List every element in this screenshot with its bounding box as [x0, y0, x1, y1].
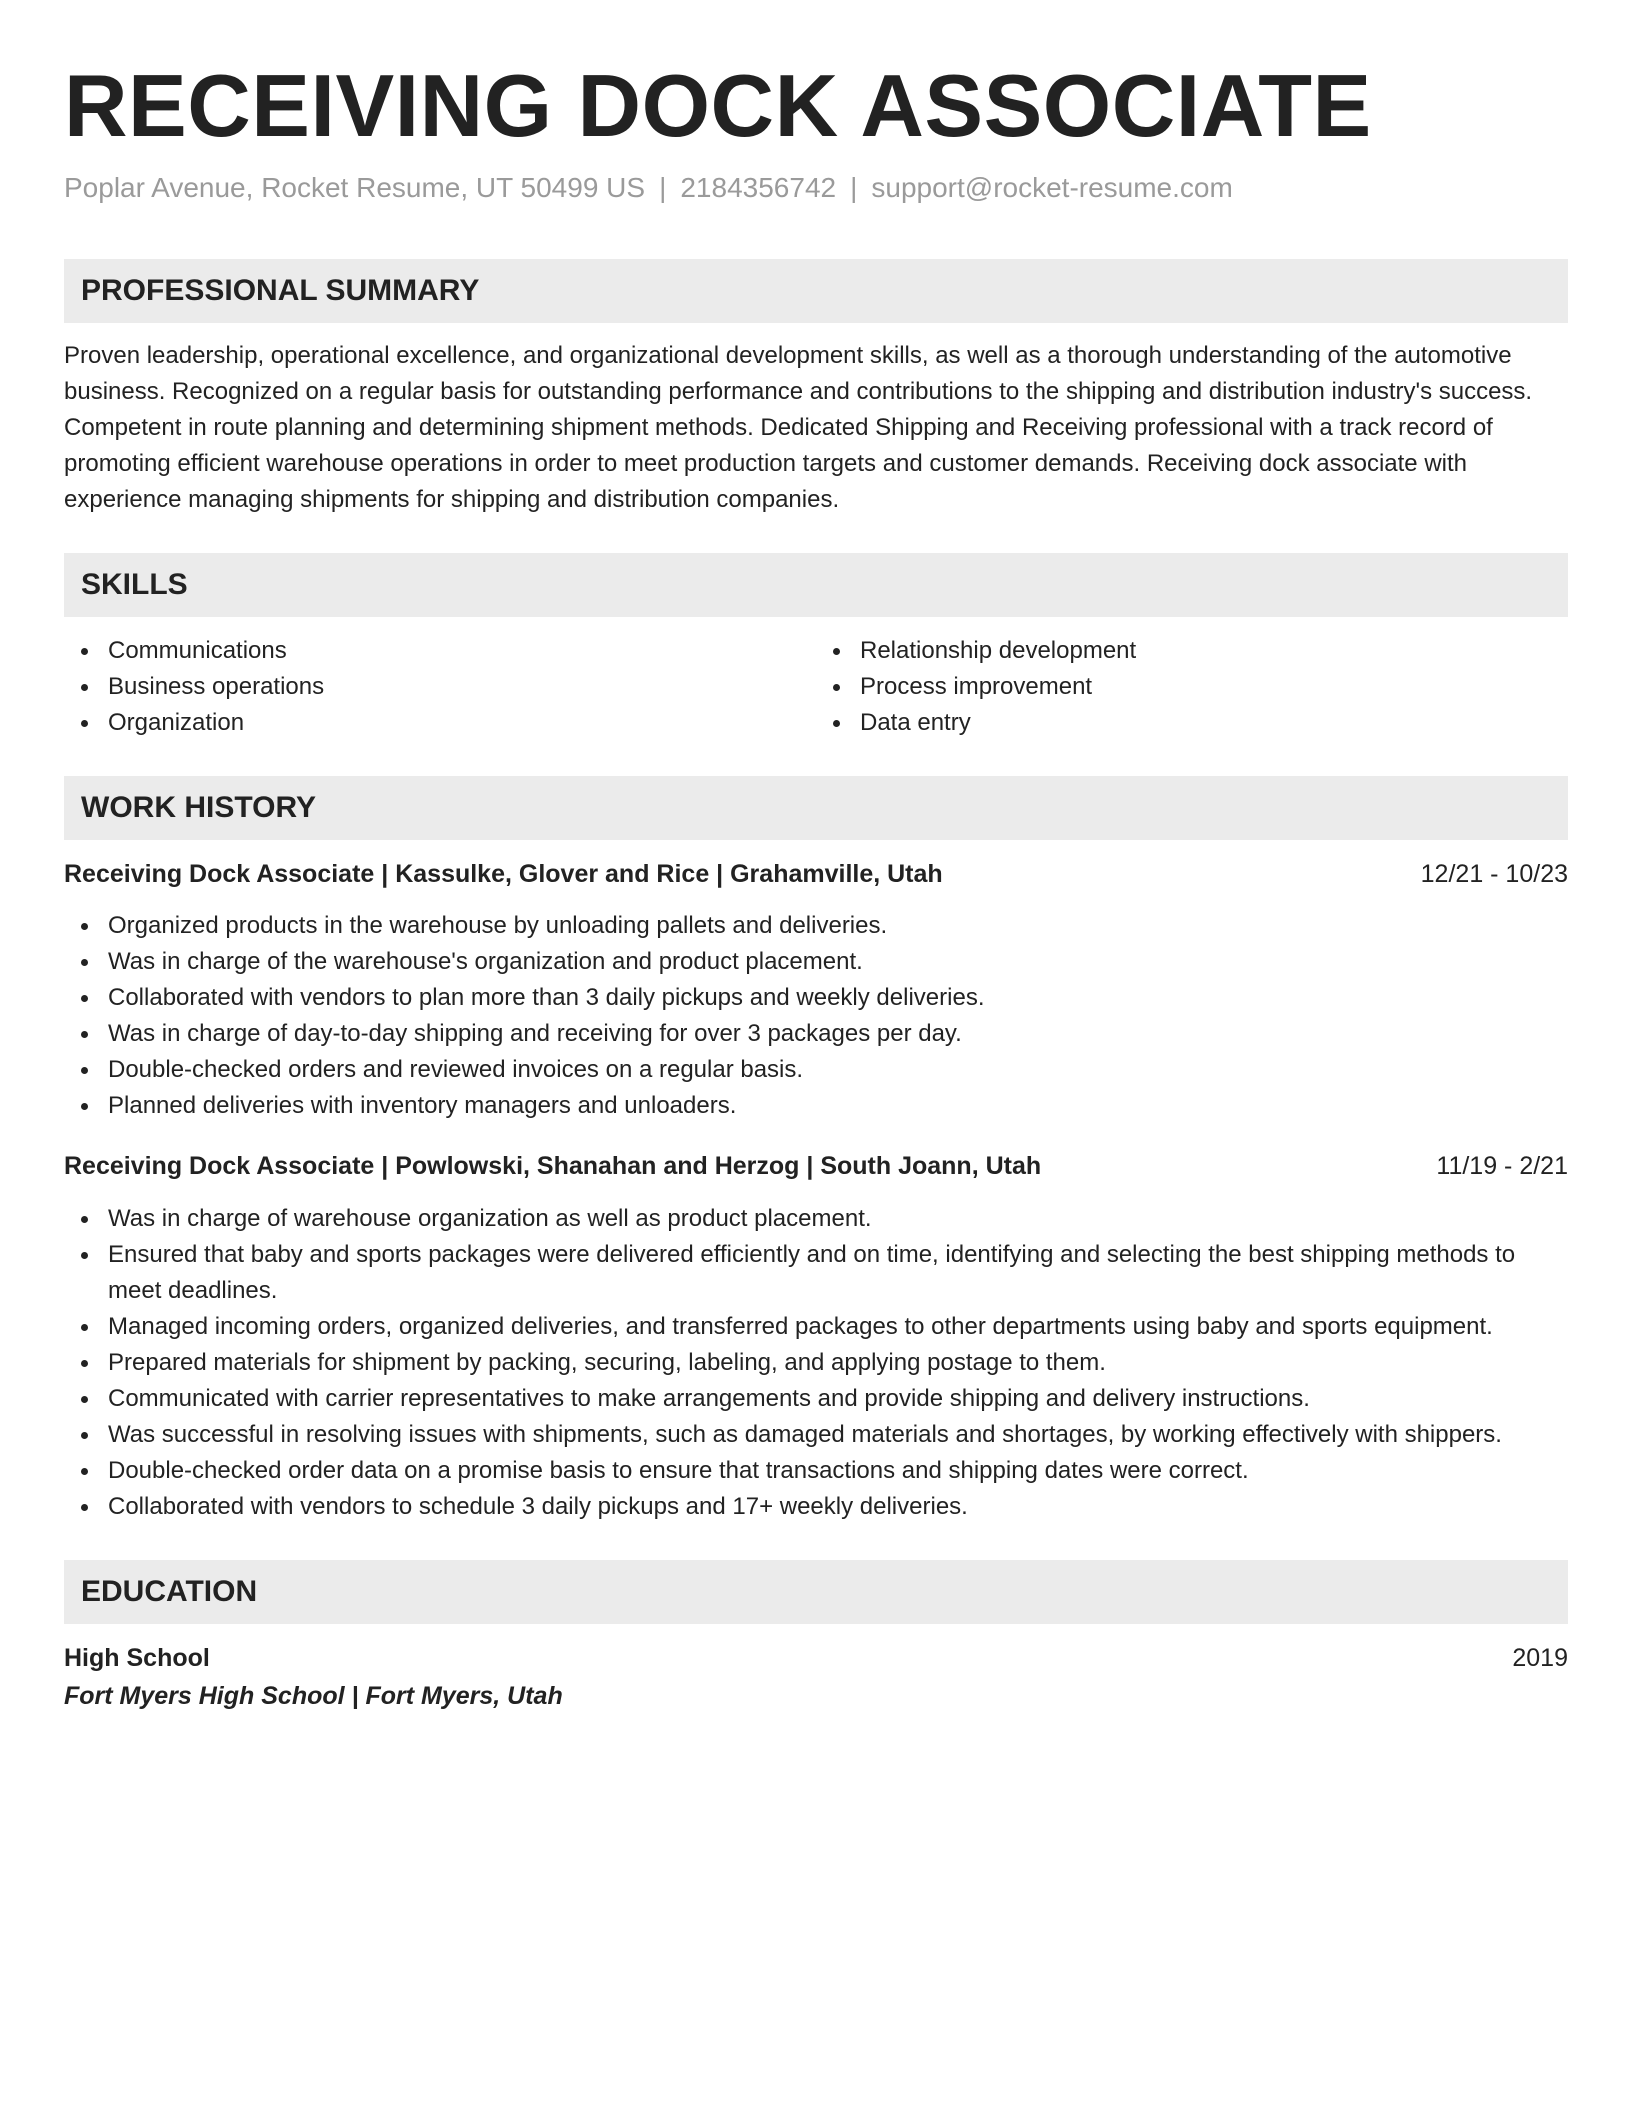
- education-year: 2019: [1512, 1644, 1568, 1672]
- skill-item: Data entry: [816, 705, 1568, 741]
- education-degree: High School: [64, 1644, 210, 1672]
- skills-column-left: [64, 633, 816, 741]
- skill-item: Process improvement: [816, 669, 1568, 705]
- job-bullet: Was in charge of day-to-day shipping and receiving for over 3 packages per day.: [64, 1016, 1568, 1052]
- job-bullet: Double-checked order data on a promise basis to ensure that transactions and shipping dates were correct.: [64, 1453, 1568, 1489]
- job-dates: 12/21 - 10/23: [1420, 860, 1568, 888]
- section-heading-education: EDUCATION: [64, 1560, 1568, 1624]
- job-bullet: Was in charge of warehouse organization as well as product placement.: [64, 1201, 1568, 1237]
- job-bullet: Was successful in resolving issues with shipments, such as damaged materials and shortages, by working effectively with shippers.: [64, 1417, 1568, 1453]
- job-bullet: Organized products in the warehouse by unloading pallets and deliveries.: [64, 908, 1568, 944]
- job-bullet: Planned deliveries with inventory managers and unloaders.: [64, 1088, 1568, 1124]
- job-bullets: [64, 908, 1568, 1124]
- job-bullet: Collaborated with vendors to plan more than 3 daily pickups and weekly deliveries.: [64, 980, 1568, 1016]
- education-header: [64, 1640, 1568, 1676]
- section-heading-work-history: WORK HISTORY: [64, 776, 1568, 840]
- candidate-name: RECEIVING DOCK ASSOCIATE: [64, 56, 1372, 155]
- section-heading-skills: SKILLS: [64, 553, 1568, 617]
- skill-item: Business operations: [64, 669, 816, 705]
- job-header: [64, 1148, 1568, 1184]
- skills-grid: [64, 633, 1568, 741]
- contact-separator: |: [659, 172, 667, 203]
- skill-item: Organization: [64, 705, 816, 741]
- job-bullet: Ensured that baby and sports packages were delivered efficiently and on time, identifying and selecting the best shipping methods to meet deadlines.: [64, 1237, 1568, 1309]
- job-bullet: Double-checked orders and reviewed invoices on a regular basis.: [64, 1052, 1568, 1088]
- job-bullets: [64, 1201, 1568, 1525]
- job-dates: 11/19 - 2/21: [1436, 1152, 1568, 1180]
- job-bullet: Managed incoming orders, organized deliveries, and transferred packages to other departments using baby and sports equipment.: [64, 1309, 1568, 1345]
- summary-text: Proven leadership, operational excellence, and organizational development skills, as well as a thorough understanding of the automotive business. Recognized on a regular basis for outstanding performance and contributions to the shipping and distribution industry's success. Competent in route planning and determining shipment methods. Dedicated Shipping and Receiving professional with a track record of promoting efficient warehouse operations in order to meet production targets and customer demands. Receiving dock associate with experience managing shipments for shipping and distribution companies.: [64, 342, 1533, 513]
- job-bullet: Communicated with carrier representatives to make arrangements and provide shipping and delivery instructions.: [64, 1381, 1568, 1417]
- job-title: Receiving Dock Associate | Kassulke, Glover and Rice | Grahamville, Utah: [64, 860, 943, 888]
- contact-email: support@rocket-resume.com: [871, 172, 1233, 203]
- section-heading-summary: PROFESSIONAL SUMMARY: [64, 259, 1568, 323]
- contact-separator: |: [850, 172, 858, 203]
- skills-column-right: [816, 633, 1568, 741]
- job-bullet: Prepared materials for shipment by packing, securing, labeling, and applying postage to them.: [64, 1345, 1568, 1381]
- skill-item: Relationship development: [816, 633, 1568, 669]
- education-school: Fort Myers High School | Fort Myers, Utah: [64, 1682, 563, 1710]
- contact-address: Poplar Avenue, Rocket Resume, UT 50499 US: [64, 172, 646, 203]
- skill-item: Communications: [64, 633, 816, 669]
- contact-line: [64, 170, 1568, 206]
- job-bullet: Collaborated with vendors to schedule 3 daily pickups and 17+ weekly deliveries.: [64, 1489, 1568, 1525]
- contact-phone: 2184356742: [680, 172, 837, 203]
- job-title: Receiving Dock Associate | Powlowski, Shanahan and Herzog | South Joann, Utah: [64, 1152, 1042, 1180]
- job-bullet: Was in charge of the warehouse's organization and product placement.: [64, 944, 1568, 980]
- job-header: [64, 856, 1568, 892]
